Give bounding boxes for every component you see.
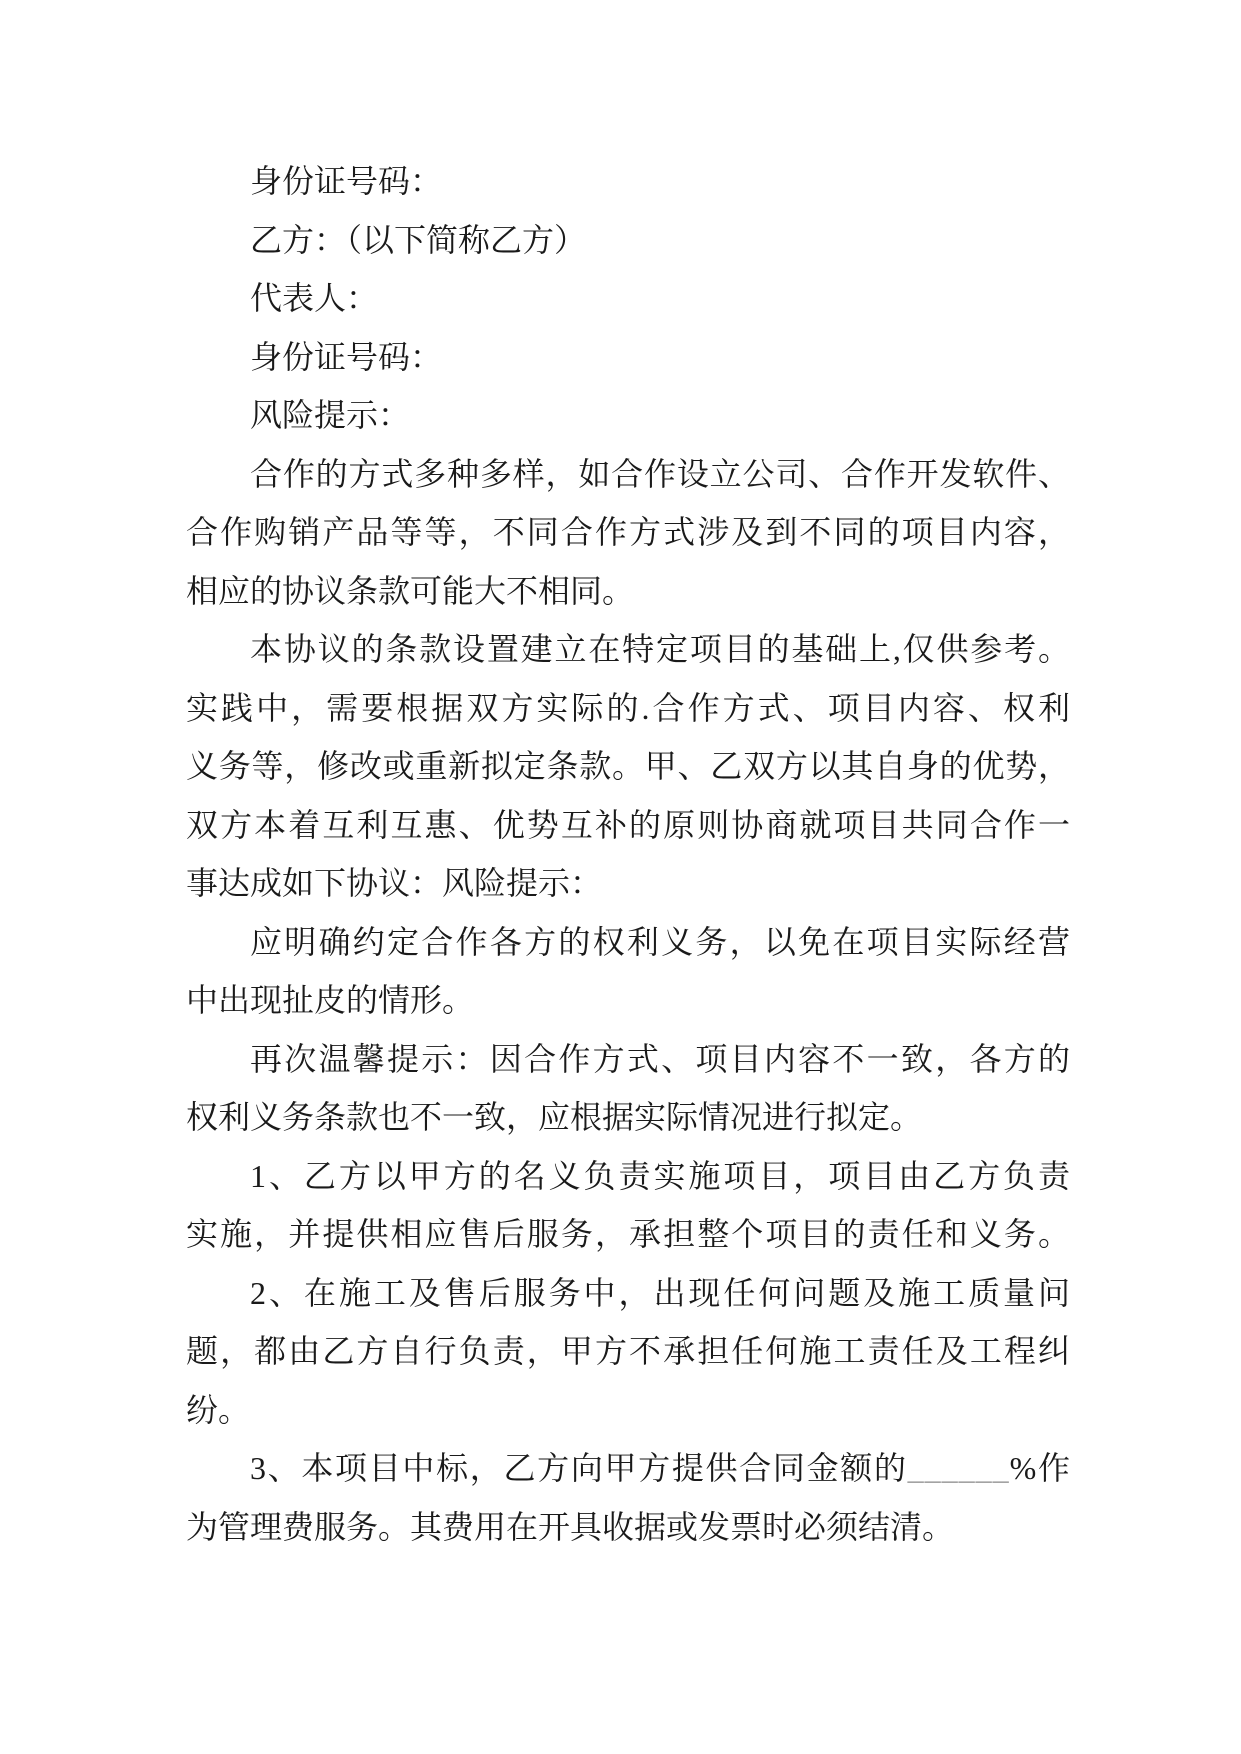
text-line: 乙方：（以下简称乙方） (250, 221, 587, 258)
paragraph (186, 328, 1070, 387)
paragraph (186, 913, 1070, 1030)
paragraph (186, 269, 1070, 328)
text-segment: 3、本项目中标，乙方向甲方提供合同金额的 (250, 1450, 908, 1486)
text-line: 应明确约定合作各方的权利义务，以免在项目实际经营 (250, 923, 1070, 960)
paragraph (186, 1147, 1070, 1264)
paragraph (186, 152, 1070, 211)
text-segment: %作 (1009, 1450, 1070, 1486)
text-line: 义务等，修改或重新拟定条款。甲、乙双方以其自身的优势， (186, 748, 1070, 784)
text-line: 再次温馨提示：因合作方式、项目内容不一致，各方的 (250, 1040, 1070, 1077)
text-line: 双方本着互利互惠、优势互补的原则协商就项目共同合作一 (186, 806, 1070, 843)
text-line: 1、乙方以甲方的名义负责实施项目，项目由乙方负责 (250, 1157, 1070, 1194)
text-line: 相应的协议条款可能大不相同。 (186, 572, 635, 609)
text-line: 实践中，需要根据双方实际的.合作方式、项目内容、权利 (186, 689, 1070, 726)
paragraph (186, 386, 1070, 445)
document-content (186, 152, 1070, 1556)
text-line: 中出现扯皮的情形。 (186, 982, 475, 1018)
text-line (186, 1439, 1070, 1498)
text-line: 合作的方式多种多样，如合作设立公司、合作开发软件、 (250, 455, 1070, 492)
text-line: 为管理费服务。其费用在开具收据或发票时必须结清。 (186, 1508, 955, 1545)
text-line: 权利义务条款也不一致，应根据实际情况进行拟定。 (186, 1099, 923, 1135)
paragraph (186, 1439, 1070, 1556)
text-line: 身份证号码： (250, 338, 443, 375)
text-line: 事达成如下协议：风险提示： (186, 865, 603, 901)
text-line: 代表人： (250, 280, 379, 316)
paragraph (186, 620, 1070, 913)
paragraph (186, 1030, 1070, 1147)
paragraph (186, 211, 1070, 270)
text-line: 题，都由乙方自行负责，甲方不承担任何施工责任及工程纠 (186, 1333, 1070, 1369)
text-line: 合作购销产品等等，不同合作方式涉及到不同的项目内容， (186, 514, 1070, 550)
blank-underline: ______ (907, 1450, 1010, 1486)
text-line: 纷。 (186, 1391, 251, 1428)
paragraph (186, 1264, 1070, 1440)
text-line: 风险提示： (250, 397, 411, 433)
paragraph (186, 445, 1070, 621)
text-line: 实施，并提供相应售后服务，承担整个项目的责任和义务。 (186, 1216, 1070, 1252)
text-line: 身份证号码： (250, 163, 443, 199)
text-line: 本协议的条款设置建立在特定项目的基础上,仅供参考。 (250, 631, 1070, 667)
text-line: 2、在施工及售后服务中，出现任何问题及施工质量问 (250, 1274, 1070, 1311)
